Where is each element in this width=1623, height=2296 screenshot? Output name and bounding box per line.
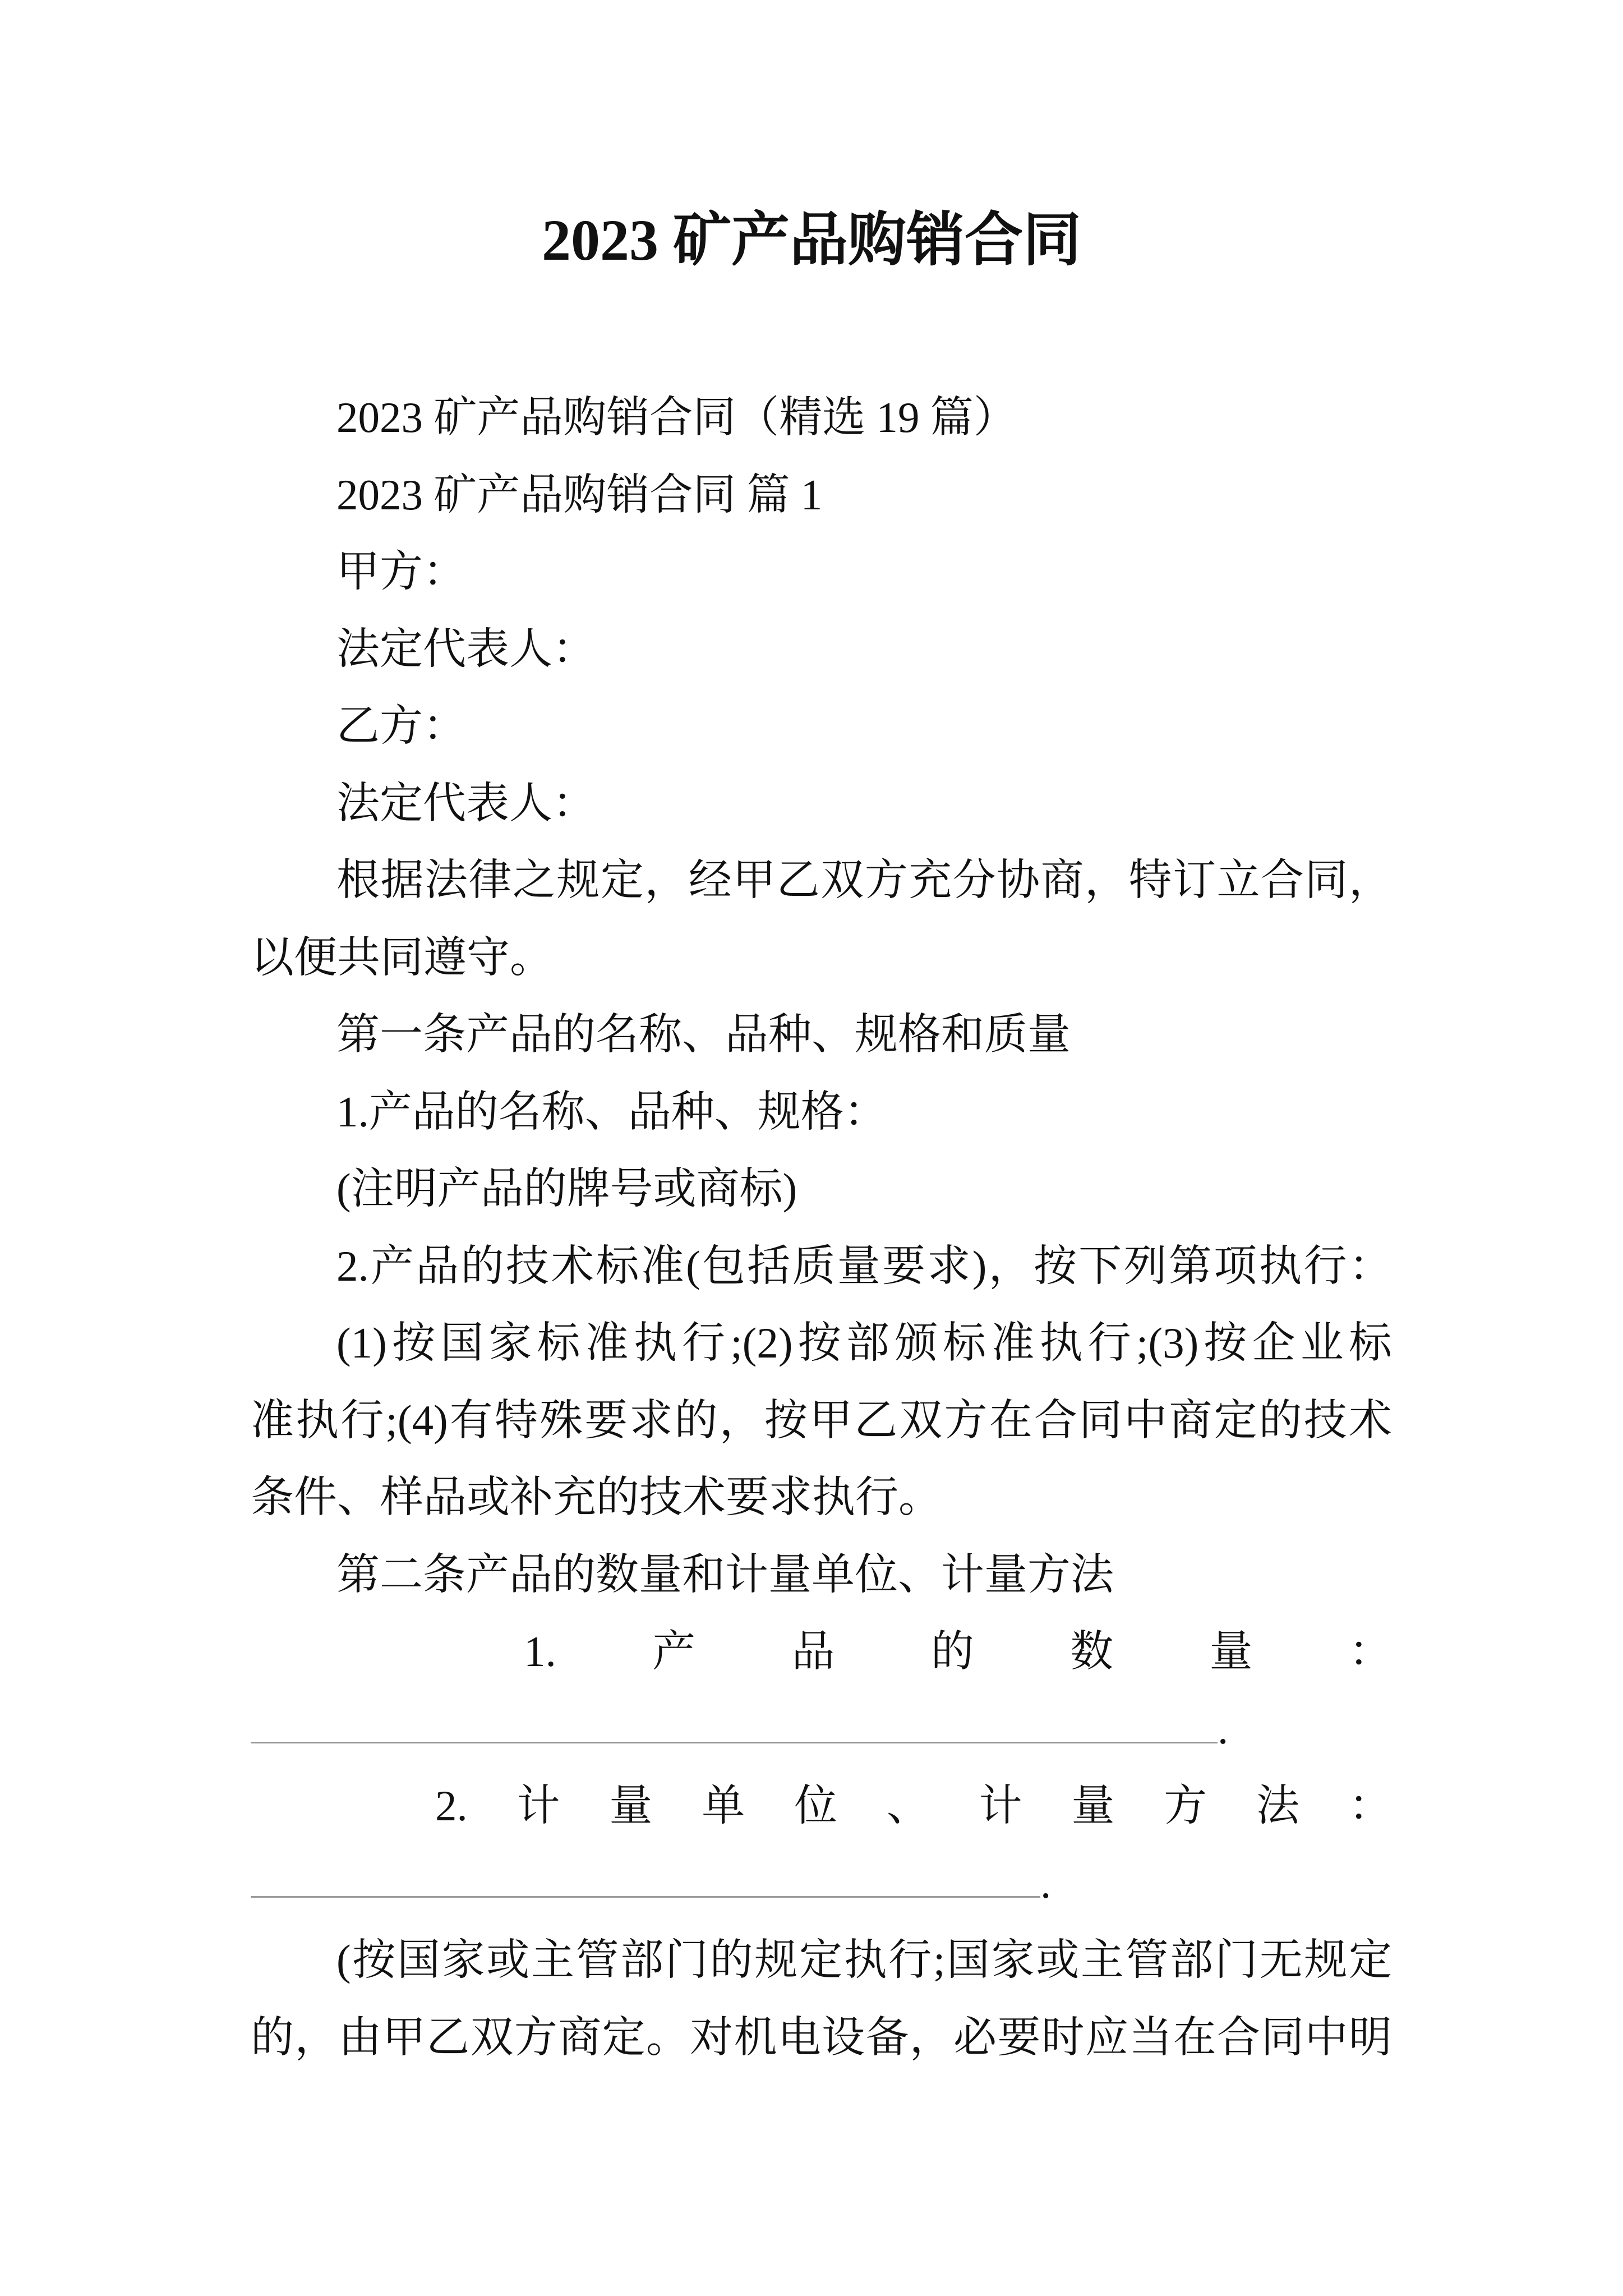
spread-glyph: ：: [1348, 1782, 1392, 1830]
article-1-option-line: 准执行;(4)有特殊要求的，按甲乙双方在合同中商定的技术: [251, 1396, 1392, 1444]
spread-glyph: 计: [517, 1782, 560, 1830]
article-2-item-1-row: [251, 1613, 1392, 1691]
spread-glyph: 量: [1209, 1627, 1253, 1676]
preamble-line: 根据法律之规定，经甲乙双方充分协商，特订立合同，: [336, 856, 1392, 904]
spread-glyph: 方: [1164, 1782, 1207, 1830]
article-1-item-1: 1.产品的名称、品种、规格：: [336, 1087, 887, 1136]
article-1-heading: 第一条产品的名称、品种、规格和质量: [336, 1010, 1071, 1059]
spread-glyph: 品: [791, 1627, 835, 1676]
preamble-line: 以便共同遵守。: [251, 933, 553, 982]
blank-end-mark: .: [1218, 1704, 1229, 1753]
spread-glyph: 的: [930, 1627, 974, 1676]
fill-in-blank: [251, 1708, 1218, 1743]
article-2-item-1-blank-row: [251, 1691, 1392, 1768]
article-2-note-line: 的，由甲乙双方商定。对机电设备，必要时应当在合同中明: [251, 2013, 1392, 2062]
party-b-representative-label: 法定代表人：: [336, 779, 596, 827]
fill-in-blank: [251, 1862, 1040, 1898]
spread-glyph: 数: [1070, 1627, 1114, 1676]
article-2-item-1: [524, 1613, 1392, 1691]
spread-glyph: 量: [609, 1782, 653, 1830]
document-body: [251, 379, 1392, 2076]
article-2-item-2: [435, 1768, 1392, 1845]
contract-heading: 2023 矿产品购销合同 篇 1: [336, 470, 823, 519]
article-2-note-line: (按国家或主管部门的规定执行;国家或主管部门无规定: [336, 1936, 1392, 1984]
spread-glyph: 1.: [524, 1627, 556, 1676]
spread-glyph: ：: [1349, 1627, 1392, 1676]
contract-subtitle: 2023 矿产品购销合同（精选 19 篇）: [336, 393, 1017, 441]
article-2-heading: 第二条产品的数量和计量单位、计量方法: [336, 1550, 1114, 1599]
spread-glyph: 法: [1256, 1782, 1300, 1830]
article-1-option-line: (1)按国家标准执行;(2)按部颁标准执行;(3)按企业标: [336, 1319, 1392, 1367]
party-a-representative-label: 法定代表人：: [336, 624, 596, 673]
party-b-label: 乙方：: [336, 702, 466, 750]
article-1-option-line: 条件、样品或补充的技术要求执行。: [251, 1473, 942, 1521]
document-title: 2023 矿产品购销合同: [541, 208, 1081, 273]
spread-glyph: 位: [794, 1782, 837, 1830]
spread-glyph: 单: [702, 1782, 745, 1830]
article-1-item-1-note: (注明产品的牌号或商标): [336, 1165, 797, 1213]
spread-glyph: 量: [1071, 1782, 1115, 1830]
spread-glyph: 产: [652, 1627, 696, 1676]
article-1-item-2: 2.产品的技术标准(包括质量要求)，按下列第项执行：: [336, 1241, 1392, 1290]
blank-end-mark: .: [1040, 1858, 1052, 1907]
spread-glyph: 、: [886, 1782, 930, 1830]
spread-glyph: 2.: [435, 1782, 468, 1830]
party-a-label: 甲方：: [336, 547, 466, 596]
article-2-item-2-blank-row: [251, 1845, 1392, 1922]
spread-glyph: 计: [979, 1782, 1022, 1830]
article-2-item-2-row: [251, 1768, 1392, 1845]
